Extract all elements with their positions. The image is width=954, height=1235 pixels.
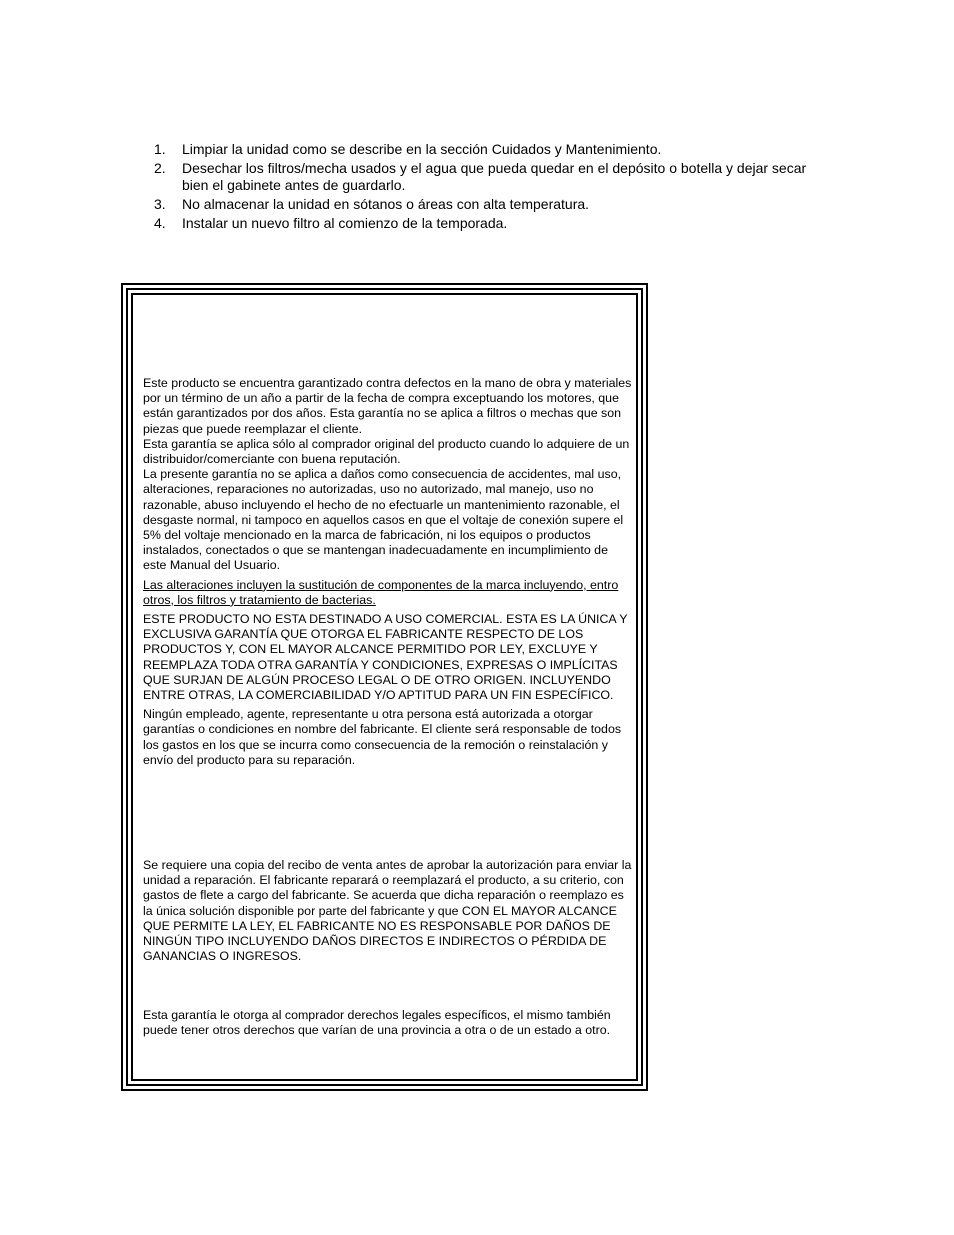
warranty-paragraph-coverage: Este producto se encuentra garantizado contra defectos en la mano de obra y materiales por un término de un año a partir de la fecha de compra exceptuando los motores, que están garantizados por dos años. Esta garantía no se aplica a filtros o mechas que son piezas que puede reemplazar el cliente.: [143, 376, 632, 436]
list-item: [150, 160, 810, 194]
warranty-paragraph-exclusions: La presente garantía no se aplica a daños como consecuencia de accidentes, mal uso, alteraciones, reparaciones no autorizadas, uso no autorizado, mal manejo, uso no razonable, abuso incluyendo el hecho de no efectuarle un mantenimiento razonable, el desgaste normal, ni tampoco en aquellos casos en que el voltaje de conexión supere el 5% del voltaje mencionado en la marca de fabricación, ni los equipos o productos instalados, conectados o que se mantengan inadecuadamente en incumplimiento de este Manual del Usuario.: [143, 467, 624, 573]
warranty-paragraph-no-authorization: Ningún empleado, agente, representante u otra persona está autorizada a otorgar garantías o condiciones en nombre del fabricante. El cliente será responsable de todos los gastos en los que se incurra como consecuencia de la remoción o reinstalación y envío del producto para su reparación.: [143, 707, 622, 767]
list-item: [150, 141, 810, 158]
storage-steps-list: [150, 141, 810, 234]
warranty-paragraph-original-buyer: Esta garantía se aplica sólo al comprador original del producto cuando lo adquiere de un distribuidor/comerciante con buena reputación.: [143, 436, 630, 467]
warranty-paragraph-exclusive: ESTE PRODUCTO NO ESTA DESTINADO A USO COMERCIAL. ESTA ES LA ÚNICA Y EXCLUSIVA GARANTÍA QUE OTORGA EL FABRICANTE RESPECTO DE LOS PRODUCTOS Y, CON EL MAYOR ALCANCE PERMITIDO POR LEY, EXCLUYE Y REEMPLAZA TODA OTRA GARANTÍA Y CONDICIONES, EXPRESAS O IMPLÍCITAS QUE SURJAN DE ALGÚN PROCESO LEGAL O DE OTRO ORIGEN. INCLUYENDO ENTRE OTRAS, LA COMERCIABILIDAD Y/O APTITUD PARA UN FIN ESPECÍFICO.: [143, 612, 628, 703]
list-item: [150, 215, 810, 232]
list-item-text: Instalar un nuevo filtro al comienzo de la temporada.: [182, 215, 508, 231]
list-item-text: Limpiar la unidad como se describe en la sección Cuidados y Mantenimiento.: [182, 141, 662, 157]
warranty-rights-section: [143, 1008, 633, 1038]
warranty-paragraph-legal-rights: Esta garantía le otorga al comprador derechos legales específicos, el mismo también puede tener otros derechos que varían de una provincia a otra o de un estado a otro.: [143, 1008, 611, 1038]
warranty-service-section: [143, 858, 633, 964]
list-item-number: 3.: [154, 196, 166, 212]
list-item-text: Desechar los filtros/mecha usados y el agua que pueda quedar en el depósito o botella y dejar secar bien el gabinete antes de guardarlo.: [182, 160, 807, 193]
list-item-number: 4.: [154, 215, 166, 231]
warranty-terms: [143, 376, 633, 768]
list-item-text: No almacenar la unidad en sótanos o áreas con alta temperatura.: [182, 196, 590, 212]
list-item-number: 2.: [154, 160, 166, 176]
list-item: [150, 196, 810, 213]
warranty-paragraph-alterations: Las alteraciones incluyen la sustitución de componentes de la marca incluyendo, entro otros, los filtros y tratamiento de bacterias.: [143, 577, 619, 607]
list-item-number: 1.: [154, 141, 166, 157]
warranty-paragraph-receipt: Se requiere una copia del recibo de venta antes de aprobar la autorización para enviar la unidad a reparación. El fabricante reparará o reemplazará el producto, a su criterio, con gastos de flete a cargo del fabricante. Se acuerda que dicha reparación o reemplazo es la única solución disponible por parte del fabricante y que CON EL MAYOR ALCANCE QUE PERMITE LA LEY, EL FABRICANTE NO ES RESPONSABLE POR DAÑOS DE NINGÚN TIPO INCLUYENDO DAÑOS DIRECTOS E INDIRECTOS O PÉRDIDA DE GANANCIAS O INGRESOS.: [143, 858, 632, 964]
